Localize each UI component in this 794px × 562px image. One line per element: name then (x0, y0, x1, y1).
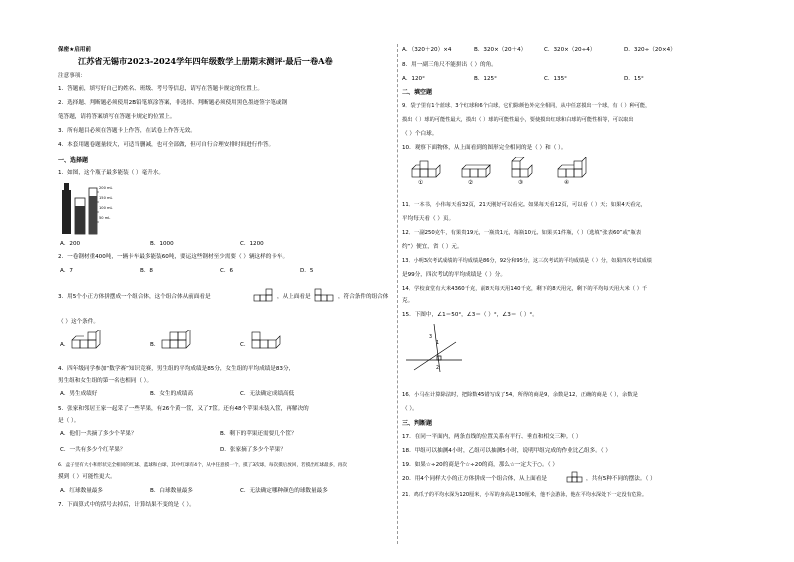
q2-option-d[interactable]: D．5 (300, 268, 314, 274)
q4-text-b: 男生组和女生组的第一名也相同（ ）。 (58, 378, 153, 384)
note-1: 1．答题前，填写好自己的姓名、班级、考号等信息，请写在答题卡规定的位置上。 (58, 86, 263, 92)
q3-option-c[interactable]: C． (240, 342, 250, 348)
q9-text-b: 摸出（ ）球的可能性最大，摸出（ ）球的可能性最小，要使摸出红球和白球的可能性相等，可以取出 (402, 117, 634, 123)
q5-option-c[interactable]: C．一共有多少个红苹果？ (60, 447, 126, 453)
q1-option-a[interactable]: A．200 (60, 241, 81, 247)
q3-option-b-figure (160, 330, 194, 352)
q15-angle-figure (404, 322, 464, 374)
q4-option-b[interactable]: B．女生的成绩高 (150, 391, 193, 397)
exam-title: 江苏省无锡市2023-2024学年四年级数学上册期末测评·最后一卷A卷 (78, 56, 333, 66)
q1-text: 1．如图，这个瓶子最多能装（ ）毫升水。 (58, 170, 165, 176)
q20-text: 20．用4个同样大小的正方体拼成一个组合体，从上面看是 (402, 476, 547, 482)
q5-option-b[interactable]: B．剩下的苹果还需要几个筐？ (220, 431, 297, 437)
q15-text: 15．下图中，∠1＝50°，∠3＝（ ）°，∠3＝（ ）°。 (402, 312, 538, 318)
q4-option-c[interactable]: C．无法确定成绩高低 (240, 391, 295, 397)
q6-option-c[interactable]: C．无法确定哪种颜色的球数量最多 (240, 488, 328, 494)
section-choice: 一、选择题 (58, 157, 89, 164)
q19-text: 19．如果☆÷20的商是个☆÷20的商，那么☆一定大于○。（ ） (402, 462, 558, 468)
q11-text-a: 11．一本书，小伟每天看32页，21天刚好可以看完。如果每天看12页，可以看（ ）天；如果4天看完， (402, 202, 646, 208)
cup-mark-100: 100 mL (99, 206, 113, 210)
note-2-cont: 笔答题，请将答案填写在答题卡规定的位置上。 (58, 114, 176, 120)
q12-text-a: 12．一副250克牛，有果贵19元，一瓶贵1元，每瓶10元。如果买1件瓶，（ ）（选填“张表60”或“瓶表 (402, 230, 642, 236)
note-4: 4．本套用题卷题量较大，可适当删减，也可全部做，但可自行合理安排时间进行作答。 (58, 142, 275, 148)
cup-mark-50: 50 mL (99, 216, 111, 220)
q8-option-a[interactable]: A．120° (402, 76, 425, 82)
secret-mark: 保密★启用前 (58, 47, 91, 53)
q3-text-c: ，符合条件的组合体 (338, 294, 389, 300)
q7-option-a[interactable]: A．（320＋20）×4 (402, 47, 452, 53)
q17-text: 17．在同一平面内，两条直线的位置关系有平行、垂直和相交三种。（ ） (402, 434, 582, 440)
q16-text-a: 16．小马在计算除法时，把除数45错写成了54，所得的商是9，余数是12，正确的商是（ ），余数是 (402, 392, 638, 398)
q11-text-b: 平均每天看（ ）页。 (402, 216, 455, 222)
q13-text-b: 是99分，四次考试的平均成绩是（ ）分。 (402, 272, 506, 278)
q9-text-a: 9．袋子里有1个蓝球、3个红球和6个白球，它们除颜色外完全相同，从中任意摸出一个球，有（ ）种可能， (402, 103, 651, 109)
q10-label-1: ① (418, 180, 424, 186)
q3-text-a: 3．用5个小正方体拼摆成一个组合体，这个组合体从前面看是 (58, 294, 211, 300)
q3-option-a-figure (70, 330, 102, 352)
column-divider (397, 44, 398, 544)
q18-text: 18．甲组可以抽测4小时，乙组可以抽测5小时，说明甲组完成的作业比乙组多。（ ） (402, 448, 611, 454)
q4-text-a: 4．四年级同学参加“数学赛”知识竞赛，男生组的平均成绩是85分，女生组的平均成绩是83分， (58, 366, 295, 372)
q6-option-a[interactable]: A．红球数量最多 (60, 488, 103, 494)
q15-angle-label-2: 2 (436, 366, 440, 371)
q2-option-b[interactable]: B．8 (140, 268, 153, 274)
q3-option-b[interactable]: B． (150, 342, 160, 348)
q3-text-d: （ ）这个条件。 (58, 319, 99, 325)
q5-text-b: 是（ ）。 (58, 418, 80, 424)
q7-option-b[interactable]: B．320×（20＋4） (474, 47, 527, 53)
q8-option-c[interactable]: C．135° (544, 76, 567, 82)
q5-text-a: 5．张家和邻居王家一起采了一些苹果，有26个黄一筐，又了7筐。还有48个苹果未装入筐，再解决的 (58, 406, 309, 412)
q8-option-d[interactable]: D．15° (624, 76, 644, 82)
q10-label-2: ② (468, 180, 474, 186)
note-2: 2．选择题、判断题必须使用2B铅笔填涂答案，非选择、判断题必须使用黑色墨迹签字笔或钢 (58, 100, 288, 106)
q2-option-c[interactable]: C．6 (220, 268, 234, 274)
q3-top-view-figure (314, 287, 336, 303)
note-3: 3．所有题目必须在答题卡上作答，在试卷上作答无效。 (58, 128, 196, 134)
q14-text-a: 14．学校食堂有大米4360千克，前8天每天用140千克，剩下的8天用完，剩下的平均每天用大米（ ）千 (402, 286, 648, 292)
q2-option-a[interactable]: A．7 (60, 268, 73, 274)
q7-option-d[interactable]: D．320÷（20×4） (624, 47, 676, 53)
cup-mark-150: 150 mL (99, 196, 113, 200)
q7-option-c[interactable]: C．320×（20÷4） (544, 47, 596, 53)
q4-option-a[interactable]: A．男生成绩好 (60, 391, 98, 397)
section-fill-in: 二、填空题 (402, 89, 433, 96)
right-column (402, 0, 762, 562)
q16-text-b: （ ）。 (402, 406, 418, 412)
q2-text: 2．一卷钢材重400吨，一辆卡车最多能装60吨，要运这些钢材至少需要（ ）辆这样的卡车。 (58, 254, 289, 260)
left-column (58, 0, 392, 562)
q6-option-b[interactable]: B．白球数量最多 (150, 488, 193, 494)
q20-top-view-figure (566, 471, 584, 485)
q1-option-b[interactable]: B．1000 (150, 241, 174, 247)
q3-front-view-figure (253, 287, 275, 303)
q10-label-3: ③ (518, 180, 524, 186)
q3-text-b: ，从上面看是 (277, 294, 311, 300)
section-true-false: 三、判断题 (402, 420, 433, 427)
q21-text: 21．鸡爪子的平均水深为120厘米，小军的身高是130厘米，他不会游泳，他在平均水深处下一定没有危险。 (402, 492, 647, 498)
q15-angle-label-1: 1 (436, 341, 440, 346)
q1-option-c[interactable]: C．1200 (240, 241, 264, 247)
q10-text: 10．观察下面物体，从上面看到的图形完全相同的是（ ）和（ ）。 (402, 145, 567, 151)
q14-text-b: 克。 (402, 298, 414, 304)
q13-text-a: 13．小明3次考试成绩的平均成绩是86分，92分和95分，这三次考试的平均成绩是（ ）分，如果四次考试成绩 (402, 258, 652, 264)
q20-text-b: ，共有5种不同的摆法。（ ） (586, 476, 656, 482)
q3-option-c-figure (250, 330, 284, 352)
q6-text-b: 摸到（ ）可能性更大。 (58, 474, 116, 480)
cup-mark-200: 200 mL (99, 186, 113, 190)
q7-text: 7．下面算式中的括号去掉后，计算结果不变的是（ ）。 (58, 502, 195, 508)
q3-option-a[interactable]: A． (60, 342, 70, 348)
q10-label-4: ④ (564, 180, 570, 186)
q5-option-a[interactable]: A．他们一共摘了多少个苹果？ (60, 431, 137, 437)
q15-angle-label-3: 3 (429, 335, 433, 340)
notes-heading: 注意事项： (58, 73, 86, 79)
q8-option-b[interactable]: B．125° (474, 76, 497, 82)
q8-text: 8．用一副三角尺不能拼出（ ）的角。 (402, 62, 497, 68)
q6-text-a: 6．盒子里有大小和形状完全相同的红球、蓝球和白球，其中红球有4个，从中任意摸一个，摸了3次球，每次摸后放回，若摸出红球最多，再次 (58, 463, 347, 468)
q12-text-b: 约”）便宜，省（ ）元。 (402, 244, 463, 250)
q5-option-d[interactable]: D．张家摘了多少个苹果？ (220, 447, 286, 453)
q9-text-c: （ ）个白球。 (402, 131, 438, 137)
